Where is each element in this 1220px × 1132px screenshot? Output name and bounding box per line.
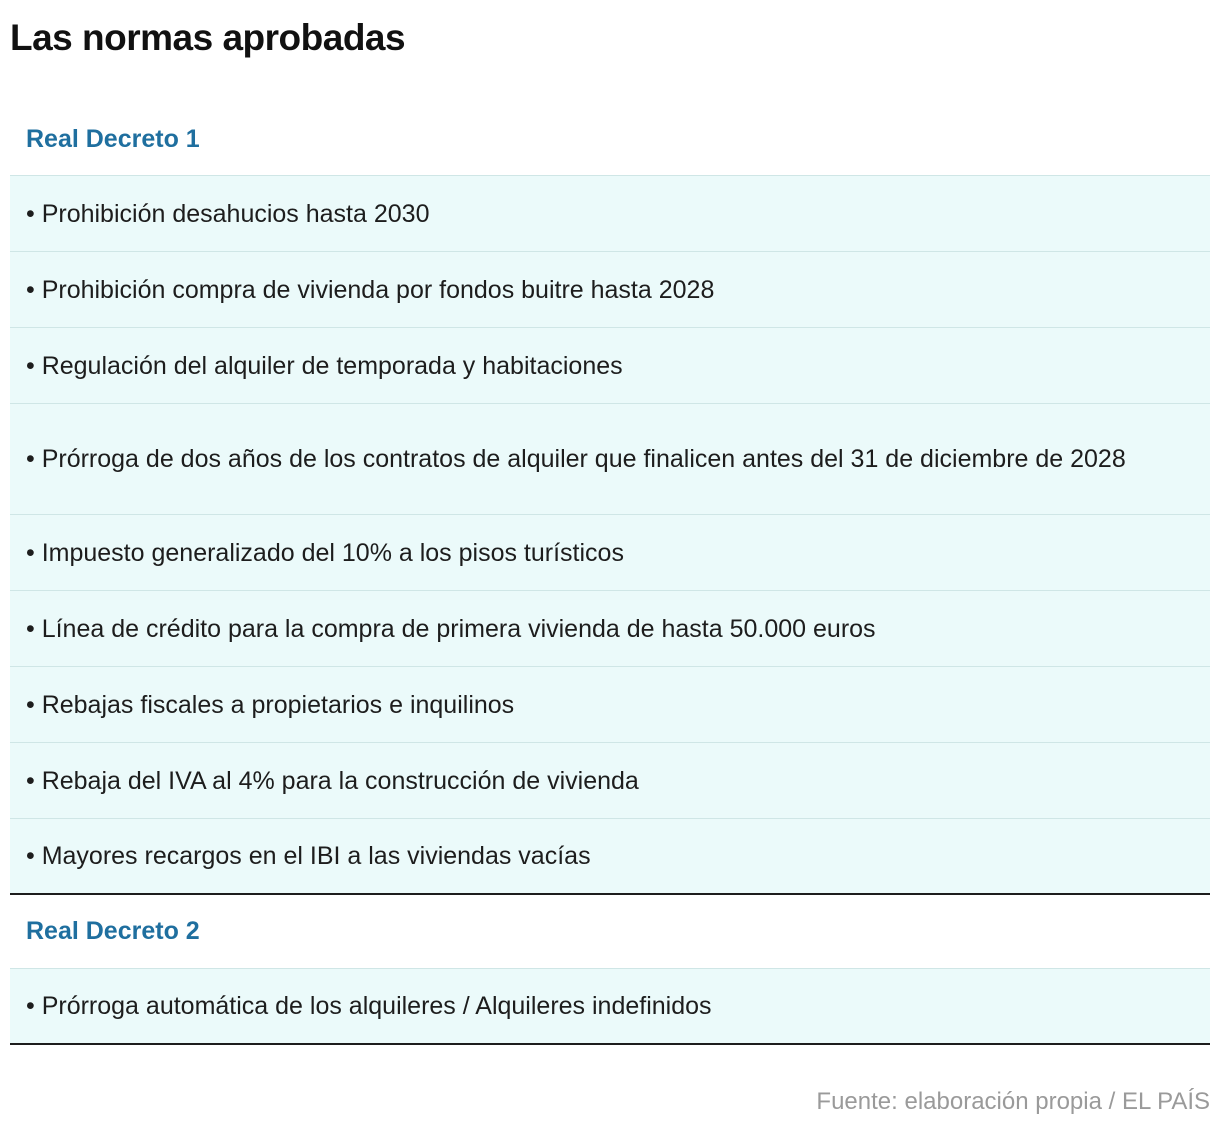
table-row: • Línea de crédito para la compra de primera vivienda de hasta 50.000 euros [10,591,1210,667]
table-row: • Mayores recargos en el IBI a las viviendas vacías [10,819,1210,895]
table-row: • Prórroga de dos años de los contratos de alquiler que finalicen antes del 31 de diciembre de 2028 [10,404,1210,515]
norms-table [10,104,1210,1045]
table-row: • Prohibición compra de vivienda por fondos buitre hasta 2028 [10,252,1210,328]
section-header-real-decreto-1: Real Decreto 1 [10,104,1210,176]
table-row: • Rebajas fiscales a propietarios e inquilinos [10,667,1210,743]
table-row: • Prohibición desahucios hasta 2030 [10,176,1210,252]
section-header-real-decreto-2: Real Decreto 2 [10,895,1210,969]
table-row: • Regulación del alquiler de temporada y habitaciones [10,328,1210,404]
table-row: • Rebaja del IVA al 4% para la construcción de vivienda [10,743,1210,819]
table-row: • Impuesto generalizado del 10% a los pisos turísticos [10,515,1210,591]
source-credit: Fuente: elaboración propia / EL PAÍS [816,1088,1210,1115]
page-title: Las normas aprobadas [10,17,406,58]
table-row: • Prórroga automática de los alquileres / Alquileres indefinidos [10,969,1210,1045]
